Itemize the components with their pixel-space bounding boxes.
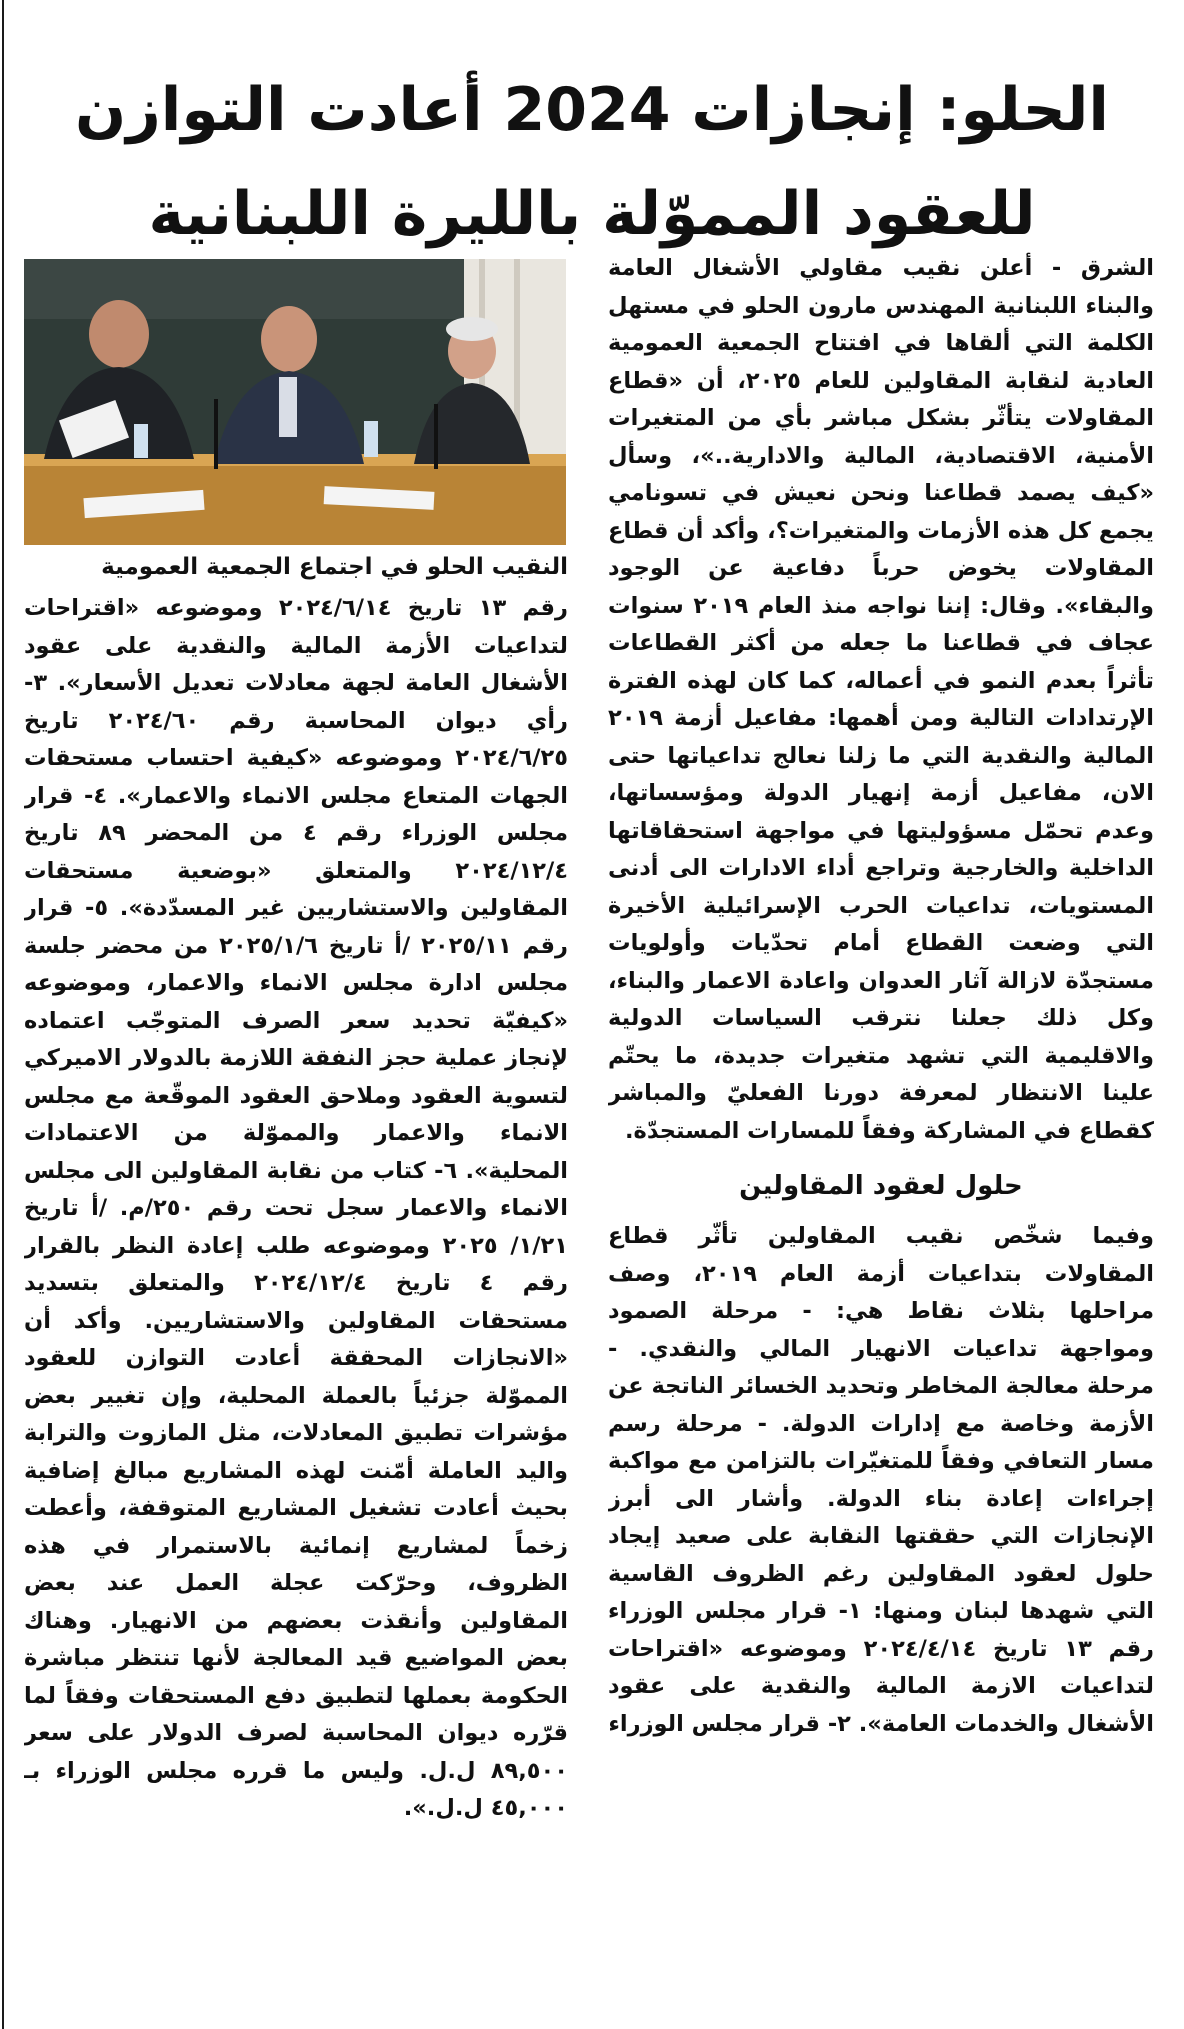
headline-line-1: الحلو: إنجازات 2024 أعادت التوازن bbox=[75, 75, 1109, 146]
photo-caption: النقيب الحلو في اجتماع الجمعية العمومية bbox=[101, 554, 568, 580]
article-headline bbox=[30, 58, 1154, 266]
column-rule bbox=[2, 0, 4, 2029]
article-column-right bbox=[608, 250, 1154, 2022]
article-subheading: حلول لعقود المقاولين bbox=[739, 1171, 1023, 1201]
article-paragraph: وفيما شخّص نقيب المقاولين تأثّر قطاع المقاولات بتداعيات أزمة العام ٢٠١٩، وصف مراحلها بثلاث نقاط هي: - مرحلة الصمود ومواجهة تداعيات الانهيار المالي والنقدي. - مرحلة معالجة المخاطر وتحديد الخسائر الناتجة عن الأزمة وخاصة مع إدارات الدولة. - مرحلة رسم مسار التعافي وفقاً للمتغيّرات بالتزامن مع مواكبة إجراءات إعادة بناء الدولة. وأشار الى أبرز الإنجازات التي حققتها النقابة على صعيد إيجاد حلول لعقود المقاولين رغم الظروف القاسية التي شهدها لبنان ومنها: ١- قرار مجلس الوزراء رقم ١٣ تاريخ ٢٠٢٤/٤/١٤ وموضوعه «اقتراحات لتداعيات الازمة المالية والنقدية على عقود الأشغال والخدمات العامة». ٢- قرار مجلس الوزراء bbox=[608, 1223, 1154, 1737]
article-paragraph: رقم ١٣ تاريخ ٢٠٢٤/٦/١٤ وموضوعه «اقتراحات لتداعيات الأزمة المالية والنقدية على عقود الأشغال العامة لجهة معادلات تعديل الأسعار». ٣- رأي ديوان المحاسبة رقم ٢٠٢٤/٦٠ تاريخ ٢٠٢٤/٦/٢٥ وموضوعه «كيفية احتساب مستحقات الجهات المتعاع مجلس الانماء والاعمار». ٤- قرار مجلس الوزراء رقم ٤ من المحضر ٨٩ تاريخ ٢٠٢٤/١٢/٤ والمتعلق «بوضعية مستحقات المقاولين والاستشاريين غير المسدّدة». ٥- قرار رقم ٢٠٢٥/١١ /أ تاريخ ٢٠٢٥/١/٦ من محضر جلسة مجلس ادارة مجلس الانماء والاعمار، وموضوعه «كيفيّة تحديد سعر الصرف المتوجّب اعتماده لإنجاز عملية حجز النفقة اللازمة بالدولار الاميركي لتسوية العقود وملاحق العقود الموقّعة مع مجلس الانماء والاعمار والمموّلة من الاعتمادات المحلية». ٦- كتاب من نقابة المقاولين الى مجلس الانماء والاعمار سجل تحت رقم ٢٥٠/م. /أ تاريخ ١/٢١/ ٢٠٢٥ وموضوعه طلب إعادة النظر بالقرار رقم ٤ تاريخ ٢٠٢٤/١٢/٤ والمتعلق بتسديد مستحقات المقاولين والاستشاريين. وأكد أن «الانجازات المحققة أعادت التوازن للعقود المموّلة جزئياً بالعملة المحلية، وإن تغيير بعض مؤشرات تطبيق المعادلات، مثل المازوت والترابة واليد العاملة أمّنت لهذه المشاريع مبالغ إضافية بحيث أعادت تشغيل المشاريع المتوقفة، وأعطت زخماً لمشاريع إنمائية بالاستمرار في هذه الظروف، وحرّكت عجلة العمل عند بعض المقاولين وأنقذت بعضهم من الانهيار. وهناك بعض المواضيع قيد المعالجة لأنها تنتظر مباشرة الحكومة بعملها لتطبيق دفع المستحقات وفقاً لما قرّره ديوان المحاسبة لصرف الدولار على سعر ٨٩,٥٠٠ ل.ل. وليس ما قرره مجلس الوزراء بـ ٤٥,٠٠٠ ل.ل.». bbox=[24, 595, 568, 1821]
article-column-left bbox=[24, 590, 568, 2022]
headline-line-2: للعقود المموّلة بالليرة اللبنانية bbox=[148, 179, 1036, 250]
article-paragraph: الشرق - أعلن نقيب مقاولي الأشغال العامة والبناء اللبنانية المهندس مارون الحلو في مستهل الكلمة التي ألقاها في افتتاح الجمعية العمومية العادية لنقابة المقاولين للعام ٢٠٢٥، أن «قطاع المقاولات يتأثّر بشكل مباشر بأي من المتغيرات الأمنية، الاقتصادية، المالية والادارية..»، وسأل «كيف يصمد قطاعنا ونحن نعيش في تسونامي يجمع كل هذه الأزمات والمتغيرات؟، وأكد أن قطاع المقاولات يخوض حرباً دفاعية عن الوجود والبقاء». وقال: إننا نواجه منذ العام ٢٠١٩ سنوات عجاف في قطاعنا ما جعله من أكثر القطاعات تأثراً بعدم النمو في أعماله، كما كان لهذه الفترة الإرتدادات التالية ومن أهمها: مفاعيل أزمة ٢٠١٩ المالية والنقدية التي ما زلنا نعالج تداعياتها حتى الان، مفاعيل أزمة إنهيار الدولة ومؤسساتها، وعدم تحمّل مسؤوليتها في مواجهة استحقاقاتها الداخلية والخارجية وتراجع أداء الادارات الى أدنى المستويات، تداعيات الحرب الإسرائيلية الأخيرة التي وضعت القطاع أمام تحدّيات وأولويات مستجدّة لازالة آثار العدوان واعادة الاعمار والبناء، وكل ذلك جعلنا نترقب السياسات الدولية والاقليمية التي تشهد متغيرات جديدة، ما يحتّم علينا الانتظار لمعرفة دورنا الفعليّ والمباشر كقطاع في المشاركة وفقاً للمسارات المستجدّة. bbox=[608, 255, 1154, 1144]
meeting-photo bbox=[24, 259, 566, 545]
